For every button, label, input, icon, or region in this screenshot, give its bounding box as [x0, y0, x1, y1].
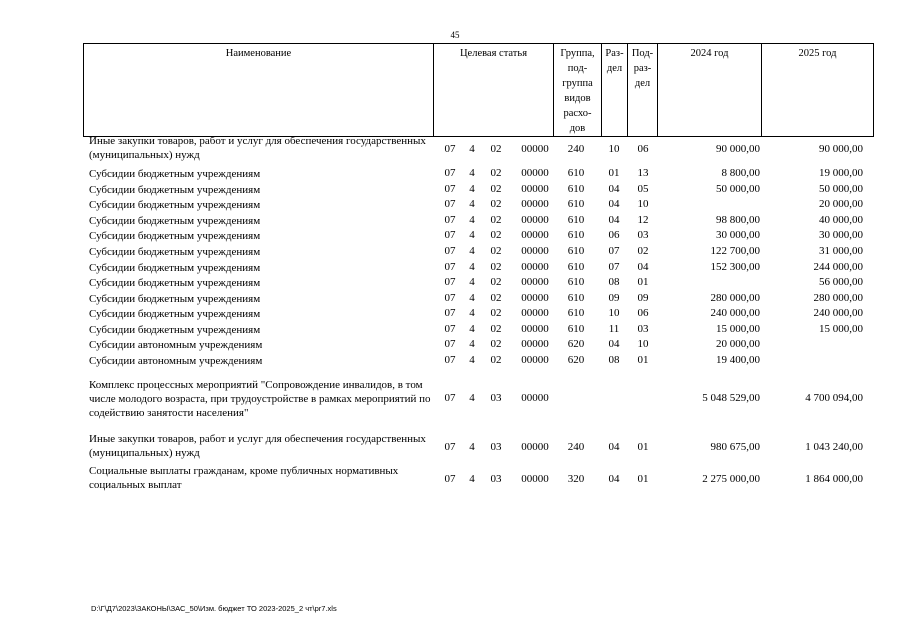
footer-file-path: D:\Г\Д7\2023\ЗАКОНЫ\ЗАС_50\Изм. бюджет ТО 2023-2025_2 чт\pr7.xls: [91, 604, 337, 613]
table-row: [83, 276, 873, 290]
cell-code-direction: 00000: [521, 167, 549, 179]
cell-subsection: 03: [637, 323, 649, 335]
cell-amount-2025: 40 000,00: [819, 214, 863, 226]
cell-code-type: 4: [469, 392, 475, 404]
cell-code-program: 07: [444, 473, 456, 485]
cell-code-type: 4: [469, 183, 475, 195]
cell-amount-2024: 8 800,00: [721, 167, 760, 179]
table-row: [83, 354, 873, 368]
cell-code-direction: 00000: [521, 198, 549, 210]
cell-name: Субсидии бюджетным учреждениям: [89, 215, 261, 227]
cell-amount-2025: 1 864 000,00: [805, 473, 863, 485]
cell-subsection: 06: [637, 307, 649, 319]
cell-amount-2024: 5 048 529,00: [702, 392, 760, 404]
cell-group: 610: [567, 261, 585, 273]
cell-code-type: 4: [469, 473, 475, 485]
header-2025: 2025 год: [762, 44, 874, 137]
cell-code-program: 07: [444, 214, 456, 226]
cell-code-program: 07: [444, 392, 456, 404]
cell-code-direction: 00000: [521, 441, 549, 453]
cell-code-type: 4: [469, 167, 475, 179]
cell-amount-2025: 20 000,00: [819, 198, 863, 210]
cell-code-program: 07: [444, 183, 456, 195]
cell-subsection: 02: [637, 245, 649, 257]
table-row: [83, 378, 873, 420]
cell-code-program: 07: [444, 167, 456, 179]
cell-section: 10: [608, 307, 620, 319]
cell-amount-2025: 31 000,00: [819, 245, 863, 257]
cell-group: 610: [567, 245, 585, 257]
page-number: 45: [450, 30, 460, 40]
cell-code-type: 4: [469, 354, 475, 366]
cell-group: 610: [567, 229, 585, 241]
cell-code-type: 4: [469, 307, 475, 319]
cell-code-direction: 00000: [521, 338, 549, 350]
cell-code-direction: 00000: [521, 292, 549, 304]
table-row: [83, 323, 873, 337]
cell-subsection: 03: [637, 229, 649, 241]
cell-code-program: 07: [444, 441, 456, 453]
cell-group: 620: [567, 354, 585, 366]
table-row: [83, 198, 873, 212]
cell-code-program: 07: [444, 323, 456, 335]
cell-group: 610: [567, 323, 585, 335]
cell-subsection: 12: [637, 214, 649, 226]
cell-code-subprogram: 02: [490, 214, 502, 226]
cell-code-program: 07: [444, 261, 456, 273]
cell-code-program: 07: [444, 245, 456, 257]
cell-code-direction: 00000: [521, 214, 549, 226]
cell-amount-2025: 50 000,00: [819, 183, 863, 195]
cell-code-program: 07: [444, 292, 456, 304]
cell-code-type: 4: [469, 261, 475, 273]
cell-code-program: 07: [444, 229, 456, 241]
cell-code-subprogram: 03: [490, 392, 502, 404]
cell-group: 240: [567, 143, 585, 155]
cell-code-subprogram: 02: [490, 292, 502, 304]
cell-amount-2025: 1 043 240,00: [805, 441, 863, 453]
cell-code-direction: 00000: [521, 323, 549, 335]
table-row: [83, 134, 873, 162]
header-2024: 2024 год: [658, 44, 762, 137]
cell-section: 01: [608, 167, 620, 179]
cell-subsection: 01: [637, 276, 649, 288]
cell-subsection: 01: [637, 354, 649, 366]
cell-code-program: 07: [444, 354, 456, 366]
cell-code-type: 4: [469, 276, 475, 288]
cell-amount-2025: 19 000,00: [819, 167, 863, 179]
cell-code-subprogram: 02: [490, 338, 502, 350]
cell-group: 610: [567, 183, 585, 195]
cell-amount-2024: 2 275 000,00: [702, 473, 760, 485]
table-row: [83, 307, 873, 321]
cell-name: Субсидии бюджетным учреждениям: [89, 230, 261, 242]
cell-subsection: 01: [637, 441, 649, 453]
cell-section: 08: [608, 354, 620, 366]
header-section: Раз- дел: [602, 44, 628, 137]
cell-code-subprogram: 03: [490, 473, 502, 485]
cell-code-direction: 00000: [521, 276, 549, 288]
cell-amount-2024: 30 000,00: [716, 229, 760, 241]
cell-amount-2024: 240 000,00: [710, 307, 760, 319]
cell-amount-2024: 152 300,00: [710, 261, 760, 273]
cell-code-type: 4: [469, 338, 475, 350]
cell-subsection: 05: [637, 183, 649, 195]
cell-amount-2025: 240 000,00: [813, 307, 863, 319]
cell-code-type: 4: [469, 229, 475, 241]
cell-amount-2024: 20 000,00: [716, 338, 760, 350]
cell-section: 04: [608, 473, 620, 485]
cell-subsection: 13: [637, 167, 649, 179]
cell-code-type: 4: [469, 214, 475, 226]
cell-subsection: 06: [637, 143, 649, 155]
cell-group: 610: [567, 292, 585, 304]
cell-amount-2025: 4 700 094,00: [805, 392, 863, 404]
cell-amount-2024: 980 675,00: [710, 441, 760, 453]
table-row: [83, 338, 873, 352]
cell-section: 08: [608, 276, 620, 288]
cell-amount-2025: 56 000,00: [819, 276, 863, 288]
cell-amount-2025: 15 000,00: [819, 323, 863, 335]
cell-amount-2025: 30 000,00: [819, 229, 863, 241]
cell-section: 10: [608, 143, 620, 155]
cell-amount-2025: 244 000,00: [813, 261, 863, 273]
cell-amount-2025: 280 000,00: [813, 292, 863, 304]
cell-code-type: 4: [469, 441, 475, 453]
cell-code-subprogram: 02: [490, 183, 502, 195]
table-row: [83, 167, 873, 181]
cell-section: 04: [608, 214, 620, 226]
header-target: Целевая статья: [434, 44, 554, 137]
cell-name: Субсидии автономным учреждениям: [89, 339, 263, 351]
cell-code-direction: 00000: [521, 354, 549, 366]
cell-group: 610: [567, 276, 585, 288]
header-name: Наименование: [84, 44, 434, 137]
cell-group: 240: [567, 441, 585, 453]
cell-code-subprogram: 02: [490, 261, 502, 273]
cell-name: Субсидии бюджетным учреждениям: [89, 184, 261, 196]
cell-code-program: 07: [444, 338, 456, 350]
cell-amount-2024: 98 800,00: [716, 214, 760, 226]
cell-code-subprogram: 02: [490, 143, 502, 155]
cell-group: 620: [567, 338, 585, 350]
cell-name: Иные закупки товаров, работ и услуг для обеспечения государственных (муниципальных) нужд: [89, 135, 426, 161]
cell-name: Иные закупки товаров, работ и услуг для обеспечения государственных (муниципальных) нужд: [89, 433, 426, 459]
cell-code-type: 4: [469, 323, 475, 335]
cell-amount-2024: 280 000,00: [710, 292, 760, 304]
cell-name: Субсидии бюджетным учреждениям: [89, 199, 261, 211]
table-row: [83, 292, 873, 306]
cell-section: 07: [608, 245, 620, 257]
table-row: [83, 432, 873, 460]
cell-code-direction: 00000: [521, 143, 549, 155]
cell-subsection: 09: [637, 292, 649, 304]
cell-code-subprogram: 02: [490, 229, 502, 241]
cell-code-subprogram: 02: [490, 276, 502, 288]
table-header: [83, 43, 874, 137]
cell-code-type: 4: [469, 292, 475, 304]
cell-code-subprogram: 02: [490, 167, 502, 179]
cell-group: 610: [567, 167, 585, 179]
cell-name: Субсидии автономным учреждениям: [89, 355, 263, 367]
cell-group: 610: [567, 198, 585, 210]
cell-amount-2024: 122 700,00: [710, 245, 760, 257]
cell-subsection: 01: [637, 473, 649, 485]
cell-code-subprogram: 02: [490, 323, 502, 335]
cell-code-direction: 00000: [521, 392, 549, 404]
table-row: [83, 229, 873, 243]
cell-amount-2025: 90 000,00: [819, 143, 863, 155]
cell-code-program: 07: [444, 143, 456, 155]
cell-subsection: 10: [637, 338, 649, 350]
cell-section: 06: [608, 229, 620, 241]
cell-amount-2024: 90 000,00: [716, 143, 760, 155]
cell-section: 09: [608, 292, 620, 304]
cell-code-direction: 00000: [521, 261, 549, 273]
cell-amount-2024: 50 000,00: [716, 183, 760, 195]
cell-name: Субсидии бюджетным учреждениям: [89, 277, 261, 289]
cell-section: 04: [608, 198, 620, 210]
cell-name: Субсидии бюджетным учреждениям: [89, 168, 261, 180]
cell-code-direction: 00000: [521, 183, 549, 195]
cell-code-type: 4: [469, 143, 475, 155]
table-row: [83, 261, 873, 275]
cell-amount-2024: 15 000,00: [716, 323, 760, 335]
cell-code-subprogram: 02: [490, 307, 502, 319]
cell-section: 07: [608, 261, 620, 273]
header-subsection: Под- раз- дел: [628, 44, 658, 137]
cell-code-type: 4: [469, 198, 475, 210]
cell-section: 04: [608, 338, 620, 350]
cell-code-subprogram: 02: [490, 198, 502, 210]
cell-name: Субсидии бюджетным учреждениям: [89, 308, 261, 320]
cell-group: 610: [567, 307, 585, 319]
cell-amount-2024: 19 400,00: [716, 354, 760, 366]
cell-code-direction: 00000: [521, 307, 549, 319]
cell-name: Комплекс процессных мероприятий "Сопровождение инвалидов, в том числе молодого возраста, при трудоустройстве в рамках мероприятий по содействию занятости населения": [89, 379, 431, 419]
cell-code-subprogram: 02: [490, 245, 502, 257]
cell-subsection: 10: [637, 198, 649, 210]
cell-group: 320: [567, 473, 585, 485]
header-group: Группа, под- группа видов расхо- дов: [554, 44, 602, 137]
cell-code-program: 07: [444, 198, 456, 210]
cell-code-subprogram: 03: [490, 441, 502, 453]
cell-name: Субсидии бюджетным учреждениям: [89, 262, 261, 274]
cell-code-program: 07: [444, 307, 456, 319]
cell-code-direction: 00000: [521, 245, 549, 257]
cell-subsection: 04: [637, 261, 649, 273]
table-row: [83, 183, 873, 197]
cell-name: Субсидии бюджетным учреждениям: [89, 293, 261, 305]
cell-section: 04: [608, 441, 620, 453]
table-row: [83, 245, 873, 259]
cell-code-direction: 00000: [521, 229, 549, 241]
cell-section: 04: [608, 183, 620, 195]
cell-section: 11: [608, 323, 620, 335]
table-row: [83, 214, 873, 228]
cell-group: 610: [567, 214, 585, 226]
cell-name: Субсидии бюджетным учреждениям: [89, 324, 261, 336]
cell-code-direction: 00000: [521, 473, 549, 485]
cell-code-subprogram: 02: [490, 354, 502, 366]
cell-name: Социальные выплаты гражданам, кроме публичных нормативных социальных выплат: [89, 465, 399, 491]
cell-name: Субсидии бюджетным учреждениям: [89, 246, 261, 258]
cell-code-type: 4: [469, 245, 475, 257]
cell-code-program: 07: [444, 276, 456, 288]
table-row: [83, 464, 873, 492]
